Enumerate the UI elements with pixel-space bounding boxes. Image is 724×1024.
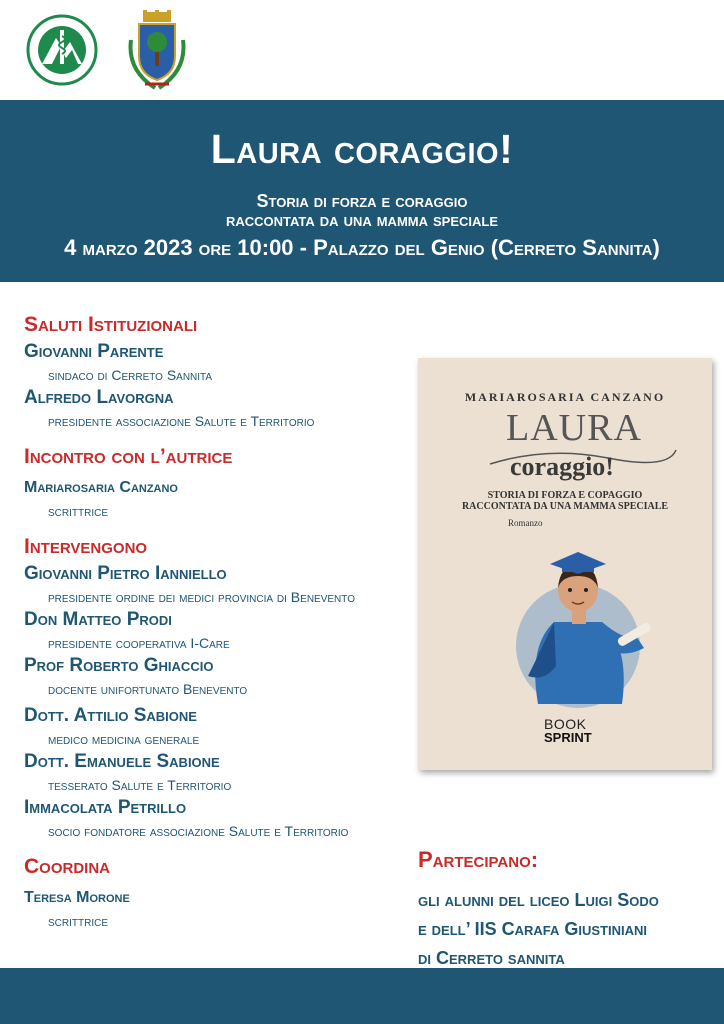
speaker-role: docente unifortunato Benevento bbox=[48, 681, 248, 697]
event-subtitle-line2: raccontata da una mamma speciale bbox=[225, 210, 499, 230]
section-heading-coordina: Coordina bbox=[24, 855, 110, 878]
speaker-name: Immacolata Petrillo bbox=[24, 797, 187, 818]
speaker-role: socio fondatore associazione Salute e Territorio bbox=[48, 823, 349, 839]
section-heading-intervengono: Intervengono bbox=[24, 535, 148, 558]
speaker-role: presidente cooperativa I-Care bbox=[48, 635, 230, 651]
coat-of-arms-icon bbox=[125, 10, 189, 92]
speaker-role: scrittrice bbox=[48, 913, 108, 929]
event-subtitle-line1: Storia di forza e coraggio bbox=[256, 191, 468, 211]
section-heading-incontro: Incontro con l’autrice bbox=[24, 445, 233, 468]
speaker-name: Alfredo Lavorgna bbox=[24, 387, 174, 408]
speaker-role: scrittrice bbox=[48, 503, 108, 519]
participants-line: e dell’ IIS Carafa Giustiniani bbox=[418, 919, 648, 939]
speaker-name: Giovanni Pietro Ianniello bbox=[24, 563, 227, 584]
program-list bbox=[24, 310, 404, 932]
footer-band bbox=[0, 968, 724, 1024]
speaker-name: Don Matteo Prodi bbox=[24, 609, 172, 630]
publisher-logo-bottom: SPRINT bbox=[544, 730, 592, 745]
association-logo-icon bbox=[26, 14, 98, 86]
speaker-role: presidente associazione Salute e Territorio bbox=[48, 413, 315, 429]
book-subtitle-line2: RACCONTATA DA UNA MAMMA SPECIALE bbox=[461, 501, 669, 512]
book-title-line2: coraggio! bbox=[510, 452, 614, 481]
speaker-role: sindaco di Cerreto Sannita bbox=[48, 367, 213, 383]
speaker-role: tesserato Salute e Territorio bbox=[48, 777, 232, 793]
event-date-place: 4 marzo 2023 ore 10:00 - Palazzo del Genio (Cerreto Sannita) bbox=[64, 235, 660, 260]
speaker-role: medico medicina generale bbox=[48, 731, 200, 747]
speaker-role: presidente ordine dei medici provincia di Benevento bbox=[48, 589, 355, 605]
speaker-name: Dott. Emanuele Sabione bbox=[24, 751, 220, 772]
graduate-child-illustration-icon bbox=[498, 526, 668, 716]
book-title: LAURA bbox=[506, 407, 642, 449]
event-title: Laura coraggio! bbox=[210, 126, 514, 172]
section-heading-saluti: Saluti Istituzionali bbox=[24, 313, 198, 336]
speaker-name: Mariarosaria Canzano bbox=[24, 479, 178, 496]
participants-heading: Partecipano: bbox=[418, 847, 539, 872]
speaker-name: Giovanni Parente bbox=[24, 341, 164, 362]
header-banner bbox=[0, 100, 724, 282]
book-cover bbox=[418, 358, 712, 770]
book-subtitle-line1: STORIA DI FORZA E COPAGGIO bbox=[487, 490, 643, 501]
speaker-name: Teresa Morone bbox=[24, 889, 130, 906]
book-author: MARIAROSARIA CANZANO bbox=[464, 390, 666, 404]
participants-line: di Cerreto sannita bbox=[418, 948, 565, 968]
speaker-name: Prof Roberto Ghiaccio bbox=[24, 655, 214, 676]
publisher-logo-top: BOOK bbox=[544, 716, 587, 732]
participants-line: gli alunni del liceo Luigi Sodo bbox=[418, 890, 659, 910]
speaker-name: Dott. Attilio Sabione bbox=[24, 705, 197, 726]
participants-section bbox=[418, 846, 718, 973]
book-genre: Romanzo bbox=[508, 518, 543, 528]
